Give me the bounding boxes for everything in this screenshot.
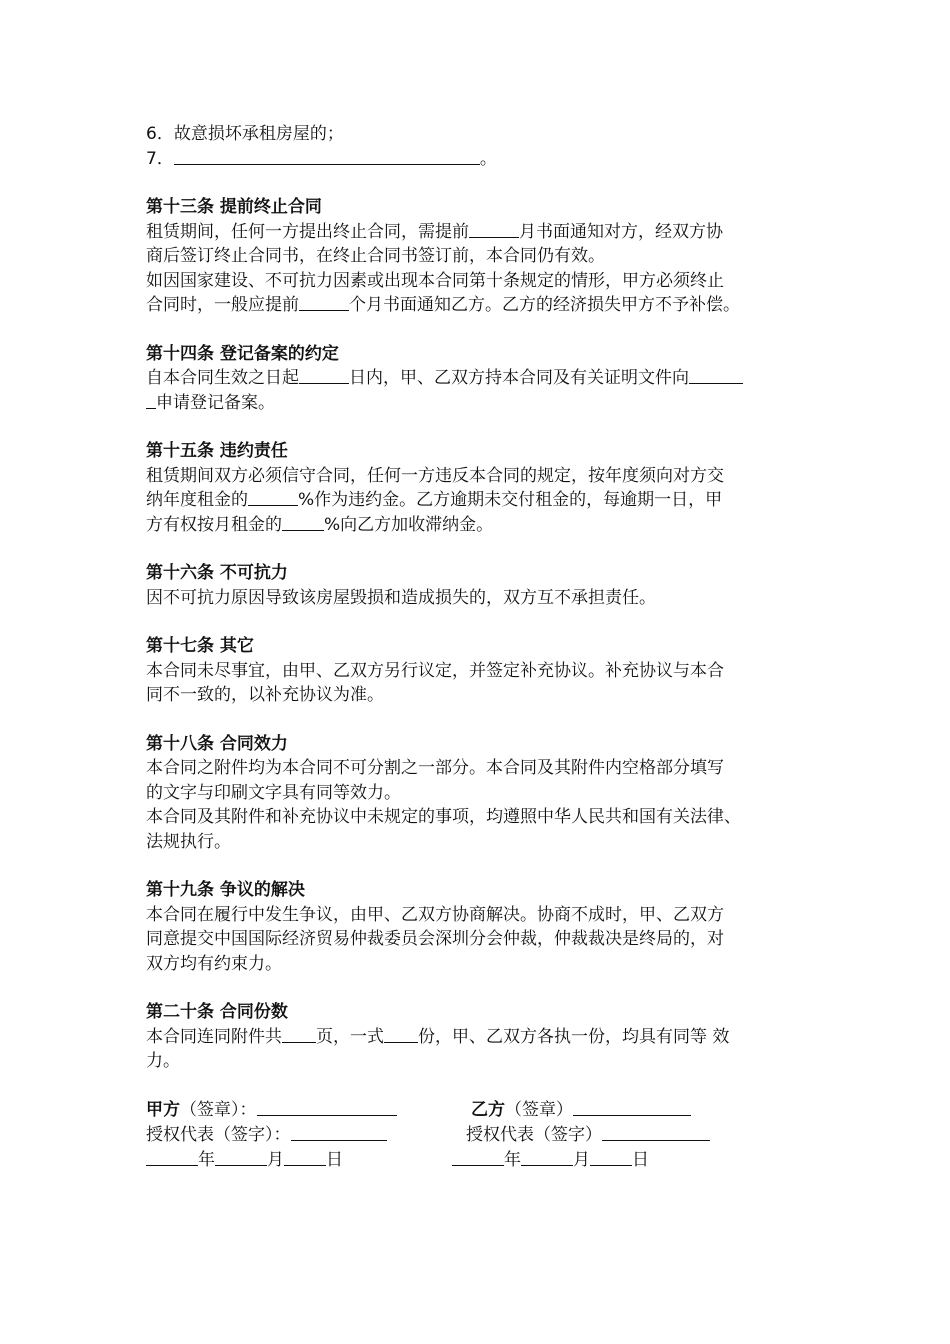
party-b-month-blank[interactable] — [521, 1148, 573, 1166]
month-label: 月 — [267, 1149, 284, 1170]
article-19-line: 本合同在履行中发生争议，由甲、乙双方协商解决。协商不成时，甲、乙双方 — [146, 904, 724, 925]
article-20-line — [146, 1025, 811, 1050]
article-15-line — [146, 488, 811, 513]
page-count-blank[interactable] — [282, 1025, 316, 1043]
signature-row-seal — [146, 1098, 811, 1123]
year-label: 年 — [504, 1149, 521, 1170]
party-b-date — [452, 1148, 649, 1173]
article-18-line: 本合同及其附件和补充协议中未规定的事项，均遵照中华人民共和国有关法律、 — [146, 807, 741, 827]
article-14-text: 申请登记备案。 — [156, 392, 275, 413]
article-19-line: 双方均有约束力。 — [146, 953, 282, 974]
year-label: 年 — [198, 1149, 215, 1170]
party-a-rep-label: 授权代表（签字）： — [146, 1124, 291, 1145]
item-6: 6．故意损坏承租房屋的； — [146, 124, 344, 144]
penalty-percent-blank[interactable] — [248, 488, 298, 506]
article-18-line: 本合同之附件均为本合同不可分割之一部分。本合同及其附件内空格部分填写 — [146, 758, 724, 778]
party-a-seal-label: （签章）： — [180, 1099, 257, 1120]
party-b-rep-label: 授权代表（签字） — [466, 1124, 602, 1145]
month-label: 月 — [573, 1149, 590, 1170]
article-20-text: 本合同连同附件共 — [146, 1026, 282, 1047]
party-a-seal — [146, 1098, 397, 1123]
party-b-year-blank[interactable] — [452, 1148, 504, 1166]
item-7-number: 7． — [146, 148, 174, 169]
article-20-heading: 第二十条 合同份数 — [146, 1002, 288, 1022]
registration-authority-blank-cont[interactable] — [146, 391, 156, 409]
article-13-text: 月书面通知对方，经双方协 — [519, 221, 723, 242]
article-15-heading: 第十五条 违约责任 — [146, 441, 288, 461]
party-b-rep-blank[interactable] — [602, 1123, 710, 1141]
item-7-end: 。 — [479, 148, 497, 169]
notice-months-blank[interactable] — [469, 220, 519, 238]
article-15-text: 纳年度租金的 — [146, 490, 248, 510]
article-16-line: 因不可抗力原因导致该房屋毁损和造成损失的，双方互不承担责任。 — [146, 587, 656, 608]
article-13-line — [146, 293, 811, 318]
late-fee-percent-blank[interactable] — [282, 513, 324, 531]
article-13-text: 个月书面通知乙方。乙方的经济损失甲方不予补偿。 — [349, 295, 740, 315]
party-a-label: 甲方 — [146, 1099, 180, 1120]
contract-page — [146, 122, 811, 1173]
article-20-text: 页，一式 — [316, 1026, 384, 1047]
party-b-label: 乙方 — [471, 1099, 505, 1120]
article-13-text: 租赁期间，任何一方提出终止合同，需提前 — [146, 221, 469, 242]
article-13-text: 合同时，一般应提前 — [146, 295, 299, 315]
article-17-heading: 第十七条 其它 — [146, 636, 254, 656]
article-15-line: 租赁期间双方必须信守合同，任何一方违反本合同的规定，按年度须向对方交 — [146, 465, 724, 486]
article-18-line: 法规执行。 — [146, 831, 231, 852]
article-13-heading: 第十三条 提前终止合同 — [146, 197, 322, 217]
party-b-seal-label: （签章） — [505, 1099, 573, 1120]
article-17-line: 本合同未尽事宜，由甲、乙双方另行议定，并签定补充协议。补充协议与本合 — [146, 660, 724, 681]
article-14-text: 日内，甲、乙双方持本合同及有关证明文件向 — [349, 368, 689, 388]
article-15-text: %作为违约金。乙方逾期未交付租金的，每逾期一日，甲 — [298, 490, 723, 510]
article-14-heading: 第十四条 登记备案的约定 — [146, 343, 339, 364]
party-b-day-blank[interactable] — [590, 1148, 632, 1166]
party-a-date — [146, 1148, 343, 1173]
article-13-line: 如因国家建设、不可抗力因素或出现本合同第十条规定的情形，甲方必须终止 — [146, 270, 724, 291]
article-13-line — [146, 220, 811, 245]
article-15-line — [146, 513, 811, 538]
party-b-seal-blank[interactable] — [573, 1098, 691, 1116]
article-16-heading: 第十六条 不可抗力 — [146, 563, 288, 583]
article-18-line: 的文字与印刷文字具有同等效力。 — [146, 782, 401, 803]
item-7 — [146, 147, 811, 172]
article-14-line — [146, 366, 811, 391]
day-label: 日 — [326, 1149, 343, 1170]
article-18-heading: 第十八条 合同效力 — [146, 733, 288, 754]
signature-row-rep — [146, 1123, 811, 1148]
registration-days-blank[interactable] — [299, 366, 349, 384]
article-17-line: 同不一致的，以补充协议为准。 — [146, 685, 384, 705]
party-a-year-blank[interactable] — [146, 1148, 198, 1166]
party-a-rep — [146, 1123, 387, 1148]
party-b-seal — [471, 1098, 691, 1123]
article-14-line — [146, 391, 811, 416]
day-label: 日 — [632, 1149, 649, 1170]
article-20-line: 力。 — [146, 1051, 180, 1071]
article-19-heading: 第十九条 争议的解决 — [146, 880, 305, 900]
party-a-rep-blank[interactable] — [291, 1123, 387, 1141]
article-15-text: 方有权按月租金的 — [146, 514, 282, 535]
item-7-blank[interactable] — [174, 147, 480, 165]
article-14-text: 自本合同生效之日起 — [146, 368, 299, 388]
party-a-day-blank[interactable] — [284, 1148, 326, 1166]
early-notice-months-blank[interactable] — [299, 293, 349, 311]
copy-count-blank[interactable] — [384, 1025, 418, 1043]
article-19-line: 同意提交中国国际经济贸易仲裁委员会深圳分会仲裁，仲裁裁决是终局的，对 — [146, 929, 724, 949]
party-a-seal-blank[interactable] — [257, 1098, 397, 1116]
article-13-line: 商后签订终止合同书，在终止合同书签订前，本合同仍有效。 — [146, 246, 605, 266]
article-20-text: 份，甲、乙双方各执一份，均具有同等 效 — [418, 1026, 730, 1047]
signature-row-date — [146, 1148, 811, 1173]
party-b-rep — [466, 1123, 710, 1148]
article-15-text: %向乙方加收滞纳金。 — [324, 514, 494, 535]
registration-authority-blank[interactable] — [689, 366, 743, 384]
party-a-month-blank[interactable] — [215, 1148, 267, 1166]
